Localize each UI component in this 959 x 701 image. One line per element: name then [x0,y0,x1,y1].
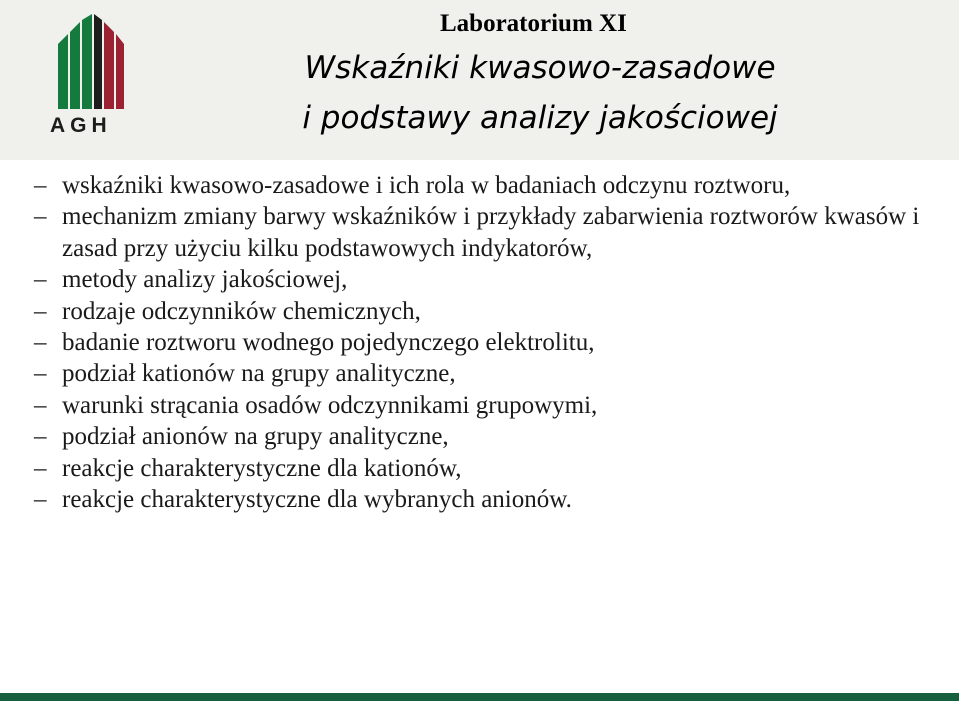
main-title-line-1: Wskaźniki kwasowo-zasadowe [304,50,776,86]
bullet-dash: – [34,297,47,325]
logo-text: AGH [50,114,112,137]
list-item [34,421,934,452]
list-item-text: rodzaje odczynników chemicznych, [62,297,421,325]
list-item [34,484,934,515]
bullet-dash: – [34,454,47,482]
bullet-dash: – [34,172,47,199]
list-item [34,358,934,389]
list-item-text: podział kationów na grupy analityczne, [62,360,456,388]
bullet-dash: – [34,360,47,388]
bullet-dash: – [34,329,47,357]
list-item-text: badanie roztworu wodnego pojedynczego elektrolitu, [62,329,595,357]
list-item [34,327,934,358]
bullet-dash: – [34,266,47,294]
list-item [34,453,934,484]
list-item-text: metody analizy jakościowej, [62,266,348,294]
bullet-dash: – [34,423,47,451]
list-item-text: reakcje charakterystyczne dla wybranych anionów. [62,486,572,514]
list-item [34,296,934,327]
list-item [34,264,934,295]
topic-list [34,170,934,515]
bullet-dash: – [34,391,47,419]
list-item-text: mechanizm zmiany barwy wskaźników i przykłady zabarwienia roztworów kwasów i zasad przy użyciu kilku podstawowych indykatorów, [62,203,920,262]
bullet-dash: – [34,486,47,514]
bullet-dash: – [34,203,47,231]
list-item-text: wskaźniki kwasowo-zasadowe i ich rola w badaniach odczynu roztworu, [62,172,791,199]
list-item-text: podział anionów na grupy analityczne, [62,423,449,451]
list-item [34,201,934,264]
main-title-line-2: i podstawy analizy jakościowej [302,100,778,136]
list-item [34,170,934,201]
list-item-text: reakcje charakterystyczne dla kationów, [62,454,462,482]
list-item-text: warunki strącania osadów odczynnikami grupowymi, [62,391,598,419]
bottom-bar [0,693,959,701]
list-item [34,390,934,421]
lab-title: Laboratorium XI [440,10,627,37]
